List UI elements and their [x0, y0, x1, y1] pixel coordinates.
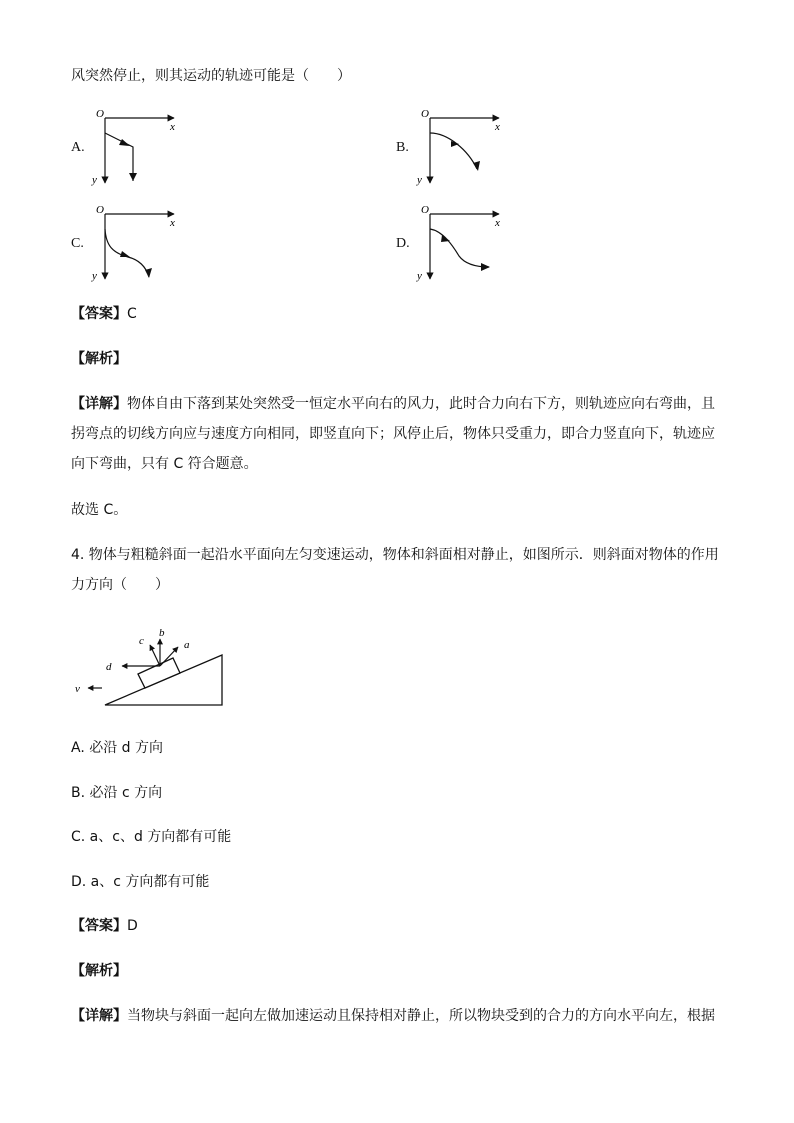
q3-option-a-diagram[interactable]: [88, 105, 188, 190]
q4-option-a[interactable]: A. 必沿 d 方向: [71, 740, 164, 756]
label-v: v: [75, 683, 80, 695]
q4-stem-line-1: 4. 物体与粗糙斜面一起沿水平面向左匀变速运动，物体和斜面相对静止，如图所示．则斜面对物体的作用: [71, 547, 719, 563]
answer-tag: 【答案】: [71, 918, 127, 934]
detail-text: 当物块与斜面一起向左做加速运动且保持相对静止，所以物块受到的合力的方向水平向左，根据: [127, 1008, 715, 1024]
label-c: c: [139, 635, 144, 647]
q4-option-b[interactable]: B. 必沿 c 方向: [71, 785, 163, 801]
q3-stem: 风突然停止，则其运动的轨迹可能是（ ）: [71, 68, 351, 84]
q4-incline-figure: [72, 622, 232, 714]
q3-c-origin: O: [96, 204, 104, 216]
q3-option-d-diagram[interactable]: [413, 201, 513, 286]
answer-tag: 【答案】: [71, 306, 127, 322]
q4-answer: [71, 916, 138, 936]
label-d: d: [106, 661, 112, 673]
q4-option-d[interactable]: D. a、c 方向都有可能: [71, 874, 210, 890]
answer-value: D: [127, 918, 138, 934]
q3-c-x: x: [170, 217, 175, 229]
q3-d-y: y: [417, 270, 422, 282]
label-a: a: [184, 639, 190, 651]
q3-b-x: x: [495, 121, 500, 133]
q4-analysis-tag: 【解析】: [71, 963, 127, 979]
q3-a-y: y: [92, 174, 97, 186]
q3-b-origin: O: [421, 108, 429, 120]
q3-option-d-label[interactable]: D.: [396, 236, 410, 251]
q4-stem-line-2: 力方向（ ）: [71, 577, 169, 593]
q3-b-y: y: [417, 174, 422, 186]
q3-answer: [71, 304, 137, 324]
q3-d-origin: O: [421, 204, 429, 216]
answer-value: C: [127, 306, 137, 322]
q4-option-c[interactable]: C. a、c、d 方向都有可能: [71, 829, 232, 845]
q3-detail-line-1: [71, 394, 715, 414]
q3-analysis-tag: 【解析】: [71, 351, 127, 367]
q3-detail-line-3: 向下弯曲，只有 C 符合题意。: [71, 456, 258, 472]
detail-tag: 【详解】: [71, 396, 127, 412]
q3-option-a-label[interactable]: A.: [71, 140, 85, 155]
q3-a-x: x: [170, 121, 175, 133]
q4-detail-line-1: [71, 1006, 715, 1026]
q3-a-origin: O: [96, 108, 104, 120]
label-b: b: [159, 627, 165, 639]
q3-option-c-label[interactable]: C.: [71, 236, 84, 251]
q3-d-x: x: [495, 217, 500, 229]
q3-option-b-label[interactable]: B.: [396, 140, 409, 155]
q3-detail-line-2: 拐弯点的切线方向应与速度方向相同，即竖直向下；风停止后，物体只受重力，即合力竖直向下，轨迹应: [71, 426, 715, 442]
detail-tag: 【详解】: [71, 1008, 127, 1024]
detail-text: 物体自由下落到某处突然受一恒定水平向右的风力，此时合力向右下方，则轨迹应向右弯曲，且: [127, 396, 715, 412]
q3-option-c-diagram[interactable]: [88, 201, 188, 286]
q3-c-y: y: [92, 270, 97, 282]
q3-conclusion: 故选 C。: [71, 502, 128, 518]
q3-option-b-diagram[interactable]: [413, 105, 513, 190]
